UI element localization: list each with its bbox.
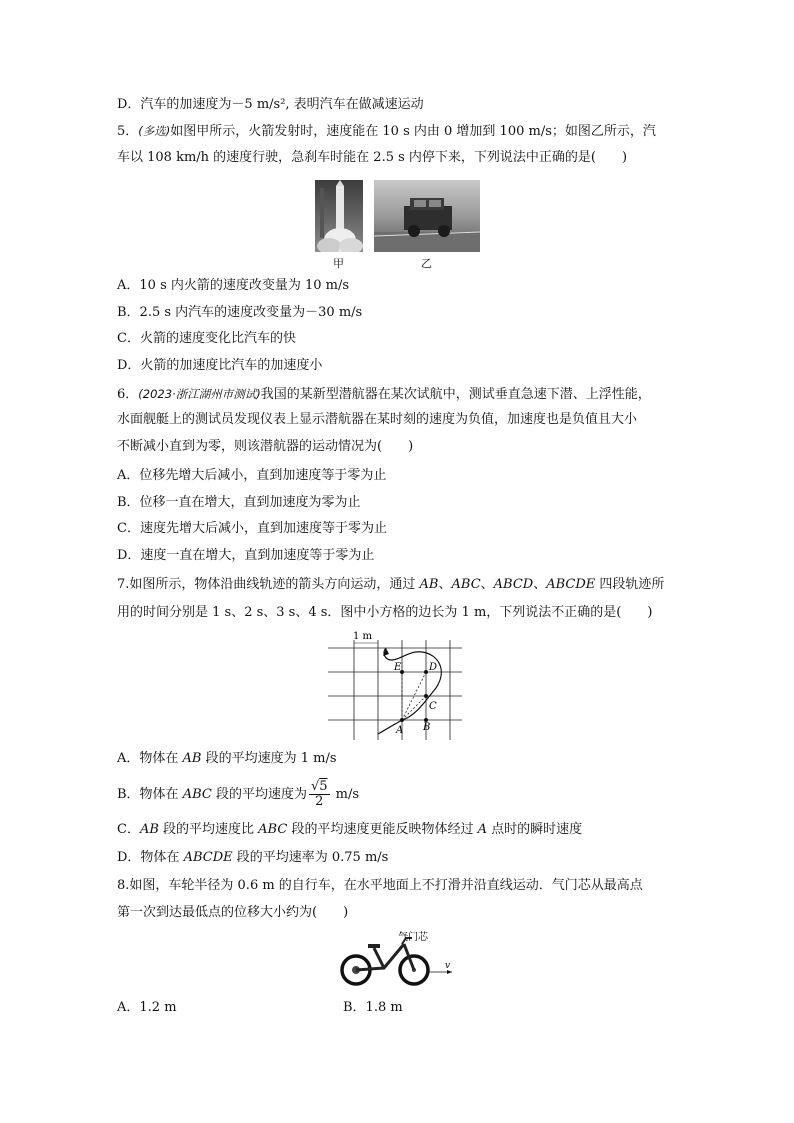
q6-stem-line3: 不断减小直到为零，则该潜航器的运动情况为( ) <box>117 439 414 454</box>
q5-option-c: C．火箭的速度变化比汽车的快 <box>117 331 296 346</box>
frac-den: 2 <box>315 794 324 809</box>
label-d: D <box>429 662 438 673</box>
rocket-launch-photo <box>315 180 363 252</box>
q5-stem-line2: 车以 108 km/h 的速度行驶，急刹车时能在 2.5 s 内停下来，下列说法中正确的是( ) <box>117 150 628 165</box>
q6-text: 我国的某新型潜航器在某次试航中，测试垂直急速下潜、上浮性能， <box>260 387 651 402</box>
sep: 、 <box>438 577 452 592</box>
t: B．物体在 <box>117 787 183 802</box>
q6-option-b: B．位移一直在增大，直到加速度为零为止 <box>117 495 361 510</box>
q6-number: 6． <box>117 387 139 402</box>
q7-option-d <box>117 848 388 868</box>
q5-number: 5． <box>117 124 139 139</box>
seg-abcde: ABCDE <box>546 577 596 592</box>
q6-option-a: A．位移先增大后减小，直到加速度等于零为止 <box>117 468 387 483</box>
q8-option-a: A．1.2 m <box>117 1000 177 1015</box>
t: C． <box>117 822 140 837</box>
label-e: E <box>394 662 402 673</box>
q7-stem-line1 <box>117 575 664 595</box>
q6-stem-line2: 水面舰艇上的测试员发现仪表上显示潜航器在某时刻的速度为负值，加速度也是负值且大小 <box>117 412 638 427</box>
q6-source: (2023·浙江湖州市测试) <box>138 387 261 401</box>
q7-text-a: 7.如图所示，物体沿曲线轨迹的箭头方向运动，通过 <box>117 577 420 592</box>
q7-text-b: 四段轨迹所 <box>595 577 665 592</box>
trajectory-grid-figure <box>326 630 466 742</box>
q6-stem-line1 <box>117 384 651 405</box>
q7-stem-line2: 用的时间分别是 1 s、2 s、3 s、4 s．图中小方格的边长为 1 m，下列说法不正确的是( ) <box>117 605 653 620</box>
radicand: 5 <box>319 779 328 794</box>
seg: ABC <box>182 787 212 802</box>
suv-photo <box>374 180 480 252</box>
t: D．物体在 <box>117 850 184 865</box>
t: 段的平均速率为 0.75 m/s <box>232 850 389 865</box>
pt: A <box>477 822 487 837</box>
t: 点时的瞬时速度 <box>486 822 583 837</box>
sep: 、 <box>533 577 547 592</box>
displacement-lines <box>402 660 426 720</box>
seg: AB <box>139 822 159 837</box>
t: 段的平均速度更能反映物体经过 <box>287 822 478 837</box>
q8-option-b: B．1.8 m <box>343 1000 403 1015</box>
q5-stem-line1 <box>117 121 656 142</box>
seg-ab: AB <box>419 577 439 592</box>
bicycle-figure <box>338 930 458 990</box>
t: 段的平均速度为 1 m/s <box>201 751 337 766</box>
sqrt5-over-2 <box>309 780 330 809</box>
q7-option-c <box>117 820 582 840</box>
q8-stem-line1: 8.如图，车轮半径为 0.6 m 的自行车，在水平地面上不打滑并沿直线运动．气门芯从最高点 <box>117 878 643 893</box>
q5-option-a: A．10 s 内火箭的速度改变量为 10 m/s <box>117 278 350 293</box>
q6-option-d: D．速度一直在增大，直到加速度等于零为止 <box>117 548 375 563</box>
seg-abc: ABC <box>451 577 481 592</box>
q7-option-a <box>117 749 337 769</box>
v-label: v <box>445 961 451 971</box>
q5-tag: (多选) <box>138 124 171 138</box>
sep: 、 <box>480 577 494 592</box>
label-a: A <box>396 725 404 736</box>
t: 段的平均速度比 <box>158 822 259 837</box>
t: A．物体在 <box>117 751 183 766</box>
seg: AB <box>182 751 202 766</box>
scale-label: 1 m <box>353 631 373 642</box>
grid-lines <box>328 640 462 740</box>
seg: ABC <box>258 822 288 837</box>
seg-abcd: ABCD <box>493 577 534 592</box>
caption-yi: 乙 <box>421 257 432 270</box>
q5-text: 如图甲所示，火箭发射时，速度能在 10 s 内由 0 增加到 100 m/s；如图乙所示，汽 <box>170 124 656 139</box>
q7-option-b <box>117 780 359 809</box>
q4-option-d: D．汽车的加速度为－5 m/s², 表明汽车在做减速运动 <box>117 97 424 112</box>
trajectory-curve <box>378 648 441 734</box>
saddle <box>368 944 380 948</box>
label-c: C <box>429 701 437 712</box>
caption-jia: 甲 <box>333 257 344 270</box>
seg: ABCDE <box>183 850 233 865</box>
label-b: B <box>423 722 431 733</box>
q6-option-c: C．速度先增大后减小，直到加速度等于零为止 <box>117 521 387 536</box>
t: m/s <box>331 787 360 802</box>
q5-option-d: D．火箭的加速度比汽车的加速度小 <box>117 358 323 373</box>
valve-label: 气门芯 <box>398 932 428 943</box>
t: 段的平均速度为 <box>211 787 307 802</box>
q8-stem-line2: 第一次到达最低点的位移大小约为( ) <box>117 905 349 920</box>
q5-option-b: B．2.5 s 内汽车的速度改变量为－30 m/s <box>117 305 363 320</box>
frac-num: √5 <box>310 779 328 794</box>
